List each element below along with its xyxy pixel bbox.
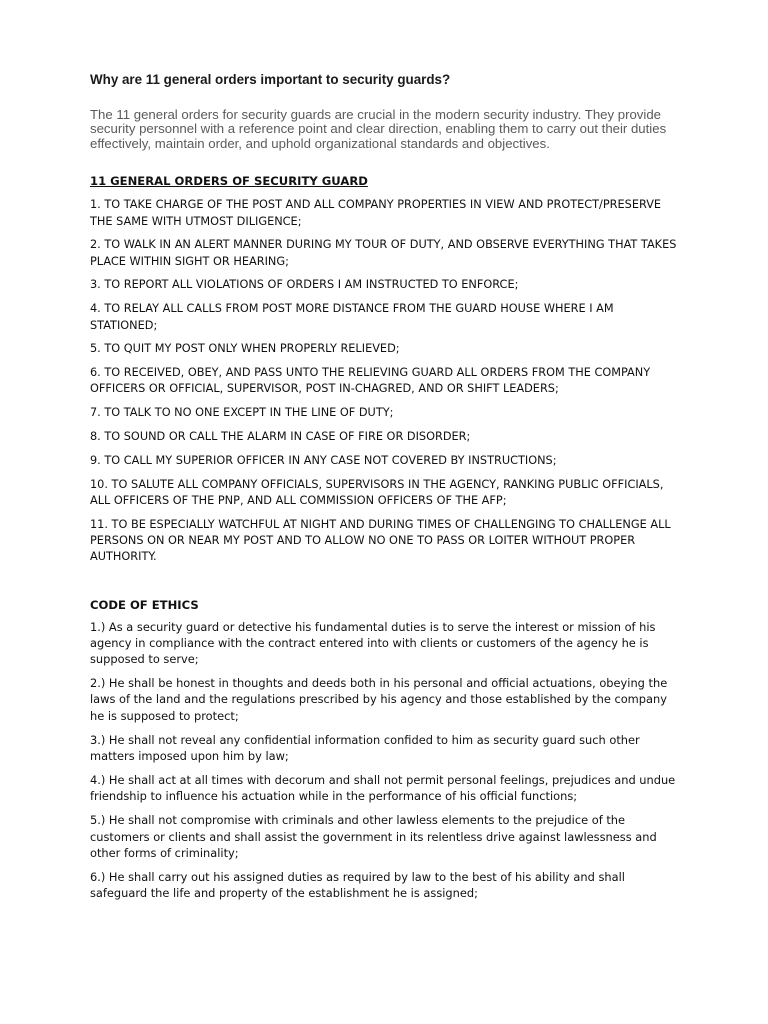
general-order-item-5: 5. TO QUIT MY POST ONLY WHEN PROPERLY RELIEVED; — [90, 342, 400, 356]
ethics-item-1: 1.) As a security guard or detective his fundamental duties is to serve the interest or mission of his agency in compliance with the contract entered into with clients or customers of the agency he is supposed to serve; — [90, 619, 656, 667]
general-orders-list — [90, 197, 680, 565]
general-order-item-1: 1. TO TAKE CHARGE OF THE POST AND ALL COMPANY PROPERTIES IN VIEW AND PROTECT/PRESERVE THE SAME WITH UTMOST DILIGENCE; — [90, 198, 662, 228]
ethics-item-2: 2.) He shall be honest in thoughts and deeds both in his personal and official actuations, obeying the laws of the land and the regulations prescribed by his agency and those established by the company he is supposed to protect; — [90, 676, 668, 723]
document-content — [90, 72, 680, 901]
general-order-item-6: 6. TO RECEIVED, OBEY, AND PASS UNTO THE RELIEVING GUARD ALL ORDERS FROM THE COMPANY OFFICERS OR OFFICIAL, SUPERVISOR, POST IN-CHAGRED, AND OR SHIFT LEADERS; — [90, 366, 651, 396]
code-of-ethics-heading: CODE OF ETHICS — [90, 597, 199, 612]
general-order-item-2: 2. TO WALK IN AN ALERT MANNER DURING MY TOUR OF DUTY, AND OBSERVE EVERYTHING THAT TAKES PLACE WITHIN SIGHT OR HEARING; — [90, 238, 677, 268]
general-order-item-3: 3. TO REPORT ALL VIOLATIONS OF ORDERS I AM INSTRUCTED TO ENFORCE; — [90, 278, 519, 292]
ethics-item-6: 6.) He shall carry out his assigned duties as required by law to the best of his ability and shall safeguard the life and property of the establishment he is assigned; — [90, 869, 625, 901]
general-order-item-4: 4. TO RELAY ALL CALLS FROM POST MORE DISTANCE FROM THE GUARD HOUSE WHERE I AM STATIONED; — [90, 302, 614, 332]
ethics-item-3: 3.) He shall not reveal any confidential information confided to him as security guard such other matters imposed upon him by law; — [90, 732, 640, 764]
general-orders-heading-text: 11 GENERAL ORDERS OF SECURITY GUARD — [90, 174, 368, 189]
code-of-ethics-list — [90, 619, 680, 902]
question-title: Why are 11 general orders important to security guards? — [90, 72, 451, 87]
general-order-item-7: 7. TO TALK TO NO ONE EXCEPT IN THE LINE OF DUTY; — [90, 406, 394, 420]
intro-paragraph: The 11 general orders for security guards are crucial in the modern security industry. They provide security personnel with a reference point and clear direction, enabling them to carry out their duties effectively, maintain order, and uphold organizational standards and objectives. — [90, 107, 667, 151]
general-order-item-8: 8. TO SOUND OR CALL THE ALARM IN CASE OF FIRE OR DISORDER; — [90, 429, 471, 443]
general-order-item-10: 10. TO SALUTE ALL COMPANY OFFICIALS, SUPERVISORS IN THE AGENCY, RANKING PUBLIC OFFICIALS, ALL OFFICERS OF THE PNP, AND ALL COMMISSION OFFICERS OF THE AFP; — [90, 477, 664, 507]
general-orders-heading — [90, 174, 680, 188]
ethics-item-4: 4.) He shall act at all times with decorum and shall not permit personal feelings, prejudices and undue friendship to influence his actuation while in the performance of his official functions; — [90, 773, 676, 804]
general-order-item-9: 9. TO CALL MY SUPERIOR OFFICER IN ANY CASE NOT COVERED BY INSTRUCTIONS; — [90, 453, 557, 467]
general-order-item-11: 11. TO BE ESPECIALLY WATCHFUL AT NIGHT AND DURING TIMES OF CHALLENGING TO CHALLENGE ALL PERSONS ON OR NEAR MY POST AND TO ALLOW NO ONE TO PASS OR LOITER WITHOUT PROPER AUTHORITY. — [90, 517, 671, 564]
ethics-item-5: 5.) He shall not compromise with criminals and other lawless elements to the prejudice of the customers or clients and shall assist the government in its relentless drive against lawlessness and other forms of criminality; — [90, 813, 657, 860]
